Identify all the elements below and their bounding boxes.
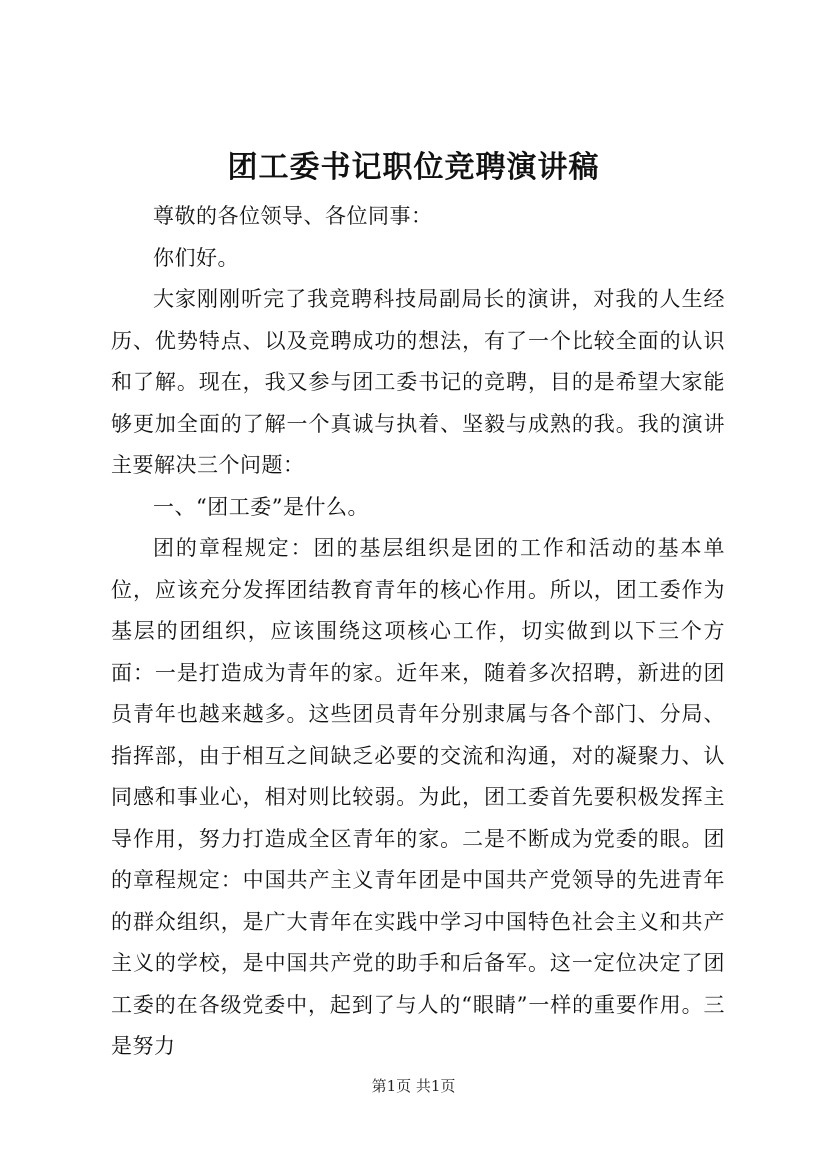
- document-body: [111, 196, 725, 1068]
- intro-paragraph: 大家刚刚听完了我竞聘科技局副局长的演讲，对我的人生经历、优势特点、以及竞聘成功的想法，有了一个比较全面的认识和了解。现在，我又参与团工委书记的竞聘，目的是希望大家能够更加全面的了解一个真诚与执着、坚毅与成熟的我。我的演讲主要解决三个问题：: [111, 287, 725, 477]
- greeting-paragraph: 你们好。: [153, 245, 239, 270]
- page-footer: 第1页 共1页: [371, 1077, 456, 1095]
- section-heading-1: 一、“团工委”是什么。: [153, 494, 369, 519]
- document-title: 团工委书记职位竞聘演讲稿: [227, 150, 600, 185]
- section-body-paragraph: 团的章程规定：团的基层组织是团的工作和活动的基本单位，应该充分发挥团结教育青年的核心作用。所以，团工委作为基层的团组织，应该围绕这项核心工作，切实做到以下三个方面：一是打造成为青年的家。近年来，随着多次招聘，新进的团员青年也越来越多。这些团员青年分别隶属与各个部门、分局、指挥部，由于相互之间缺乏必要的交流和沟通，对的凝聚力、认同感和事业心，相对则比较弱。为此，团工委首先要积极发挥主导作用，努力打造成全区青年的家。二是不断成为党委的眼。团的章程规定：中国共产主义青年团是中国共产党领导的先进青年的群众组织，是广大青年在实践中学习中国特色社会主义和共产主义的学校，是中国共产党的助手和后备军。这一定位决定了团工委的在各级党委中，起到了与人的“眼睛”一样的重要作用。三是努力: [111, 536, 725, 1058]
- salutation-paragraph: 尊敬的各位领导、各位同事：: [153, 204, 433, 228]
